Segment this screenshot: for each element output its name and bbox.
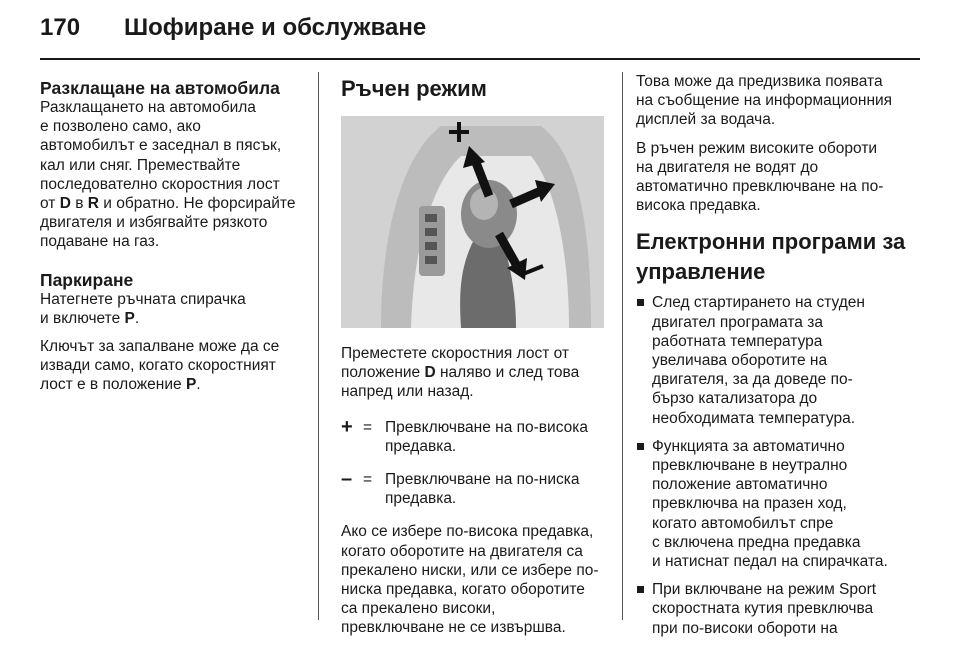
message-paragraph: Това може да предизвика появата на съобщение на информационния дисплей за водача. [636, 73, 893, 129]
parking-paragraph: Натегнете ръчната спирачка и включете P. [40, 290, 246, 327]
gear-lever-figure [341, 116, 604, 328]
shift-note-paragraph: Ако се избере по-висока предавка, когато оборотите на двигателя са прекалено ниски, или се избере по- ниска предавка, когато оборотите са прекалено високи, превключване не се извършва. [341, 523, 599, 637]
gear-key-p: P [124, 309, 135, 327]
list-item: При включване на режим Sport скоростната кутия превключва при по-високи обороти на [636, 580, 920, 638]
gear-key-p: P [185, 376, 197, 394]
plus-icon: + [341, 415, 353, 438]
column-left [40, 72, 302, 404]
legend-upshift [341, 415, 604, 456]
list-item: Функцията за автоматично превключване в неутрално положение автоматично превключва на празен ход, когато автомобилът спре с включена предна предавка и натиснат педал на спирачката. [636, 437, 920, 571]
column-divider [622, 72, 623, 620]
legend-downshift-text: Превключване на по-ниска предавка. [385, 471, 580, 508]
column-right [636, 72, 920, 647]
programs-heading: Електронни програми за управление [636, 229, 906, 285]
manual-mode-heading: Ръчен режим [341, 76, 487, 101]
unlock-paragraph: Разклащането на автомобила е позволено само, ако автомобилът е заседнал в пясък, кал или сняг. Премествайте последователно скоростния лост от D в R и обратно. Не форсирайте двигателя и избягвайте рязкото подаване на газ. [40, 99, 296, 251]
legend-downshift [341, 470, 604, 508]
programs-list [636, 293, 920, 637]
unlock-heading: Разклащане на автомобила [40, 78, 280, 98]
legend-equals: = [363, 418, 373, 436]
legend-equals: = [363, 471, 373, 489]
high-rpm-paragraph: В ръчен режим високите обороти на двигателя не водят до автоматично превключване на по- висока предавка. [636, 139, 884, 215]
gear-lever-illustration [341, 116, 604, 328]
gear-key-d: D [59, 195, 71, 213]
list-item: След стартирането на студен двигател програмата за работната температура увеличава оборотите на двигателя, за да доведе по- бързо катализатора до необходимата температура. [636, 293, 920, 427]
gear-key-r: R [87, 195, 99, 213]
chapter-title: Шофиране и обслужване [124, 14, 427, 41]
key-paragraph: Ключът за запалване може да се извади само, когато скоростният лост е в положение P. [40, 338, 280, 394]
parking-heading: Паркиране [40, 269, 134, 290]
column-divider [318, 72, 319, 620]
page-header [40, 8, 920, 48]
page-number: 170 [40, 14, 81, 41]
gear-key-d: D [424, 364, 436, 382]
legend-upshift-text: Превключване на по-висока предавка. [385, 418, 588, 455]
column-middle [341, 72, 604, 647]
minus-icon: – [341, 468, 353, 491]
move-lever-paragraph: Преместете скоростния лост от положение D наляво и след това напред или назад. [341, 345, 580, 401]
header-rule [40, 58, 920, 60]
